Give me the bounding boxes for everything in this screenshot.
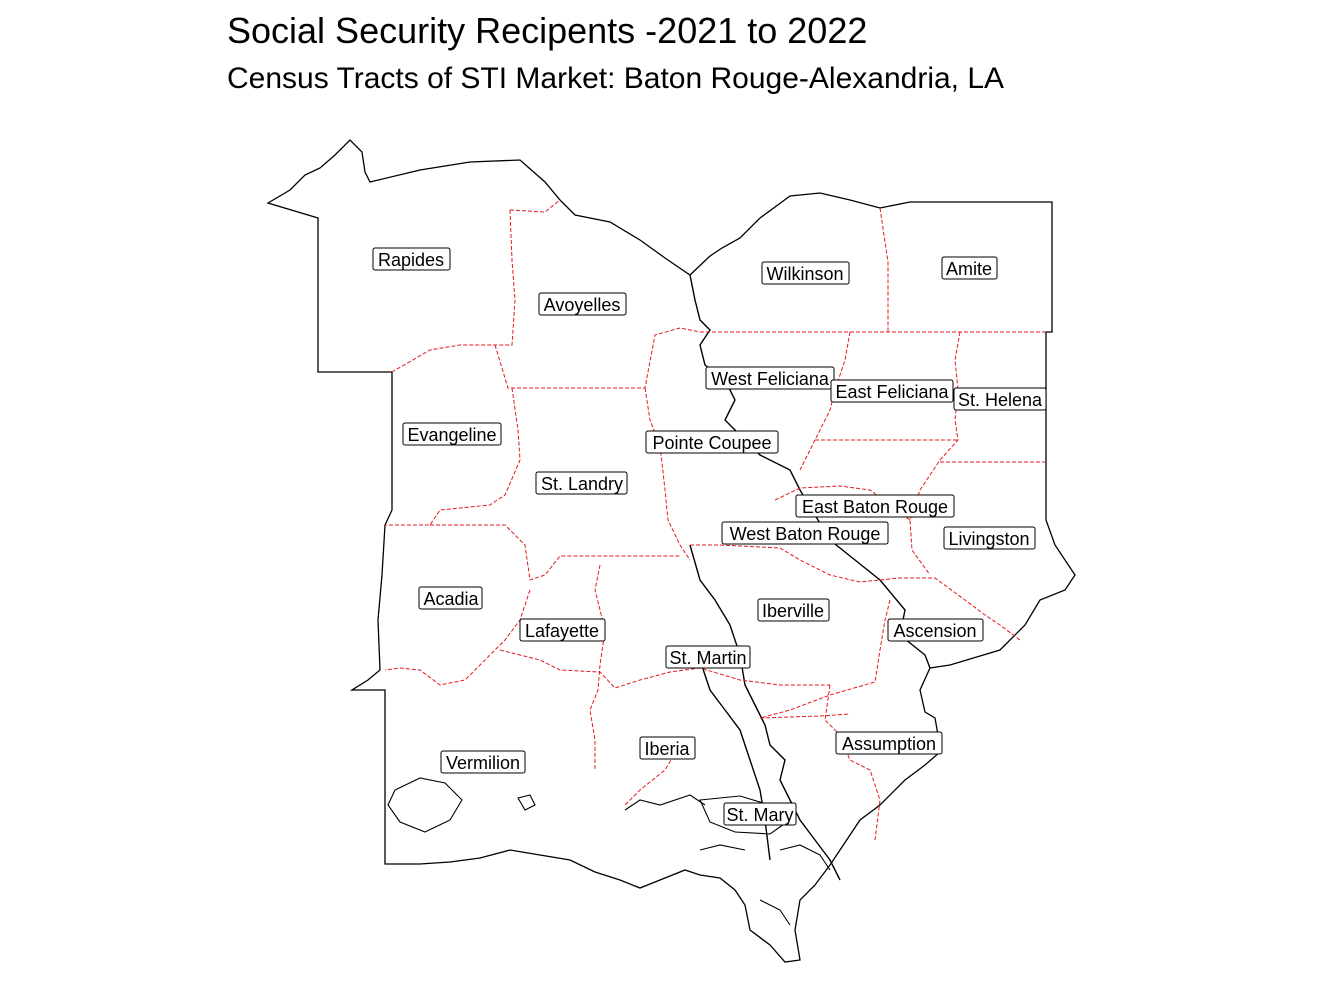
svg-text:St. Landry: St. Landry <box>540 474 624 494</box>
parish-label-pointe-coupee <box>646 431 778 453</box>
parish-label-west-baton-rouge <box>722 522 888 544</box>
parish-label-wilkinson <box>762 262 849 284</box>
svg-text:Pointe Coupee: Pointe Coupee <box>652 433 772 453</box>
parish-label-vermilion <box>441 751 525 773</box>
svg-text:Avoyelles: Avoyelles <box>543 295 621 315</box>
parish-label-avoyelles <box>539 293 626 315</box>
parish-label-acadia <box>419 587 482 609</box>
parish-label-assumption <box>836 732 942 754</box>
parish-label-st-martin <box>666 646 750 668</box>
parish-label-east-baton-rouge <box>796 495 954 517</box>
svg-text:Amite: Amite <box>945 259 993 279</box>
svg-text:Iberville: Iberville <box>761 601 825 621</box>
parish-label-ascension <box>888 619 983 641</box>
svg-text:Ascension: Ascension <box>893 621 977 641</box>
parish-label-iberia <box>640 737 695 759</box>
svg-text:East Feliciana: East Feliciana <box>835 382 949 402</box>
svg-text:Vermilion: Vermilion <box>445 753 521 773</box>
svg-text:Rapides: Rapides <box>377 250 445 270</box>
map-subtitle: Census Tracts of STI Market: Baton Rouge-Alexandria, LA <box>227 62 1005 95</box>
svg-text:West Feliciana: West Feliciana <box>711 369 829 389</box>
parish-label-st-helena <box>954 388 1046 410</box>
svg-text:East Baton Rouge: East Baton Rouge <box>801 497 949 517</box>
parish-label-east-feliciana <box>831 380 953 402</box>
svg-text:St. Martin: St. Martin <box>669 648 747 668</box>
parish-label-rapides <box>373 248 450 270</box>
svg-text:Wilkinson: Wilkinson <box>766 264 844 284</box>
parish-label-iberville <box>758 599 829 621</box>
parish-label-evangeline <box>403 423 501 445</box>
parish-label-amite <box>942 257 997 279</box>
svg-text:Acadia: Acadia <box>423 589 479 609</box>
svg-text:West Baton Rouge: West Baton Rouge <box>729 524 881 544</box>
svg-text:Lafayette: Lafayette <box>524 621 600 641</box>
svg-text:Assumption: Assumption <box>841 734 937 754</box>
map-title: Social Security Recipents -2021 to 2022 <box>227 10 868 51</box>
parish-label-lafayette <box>520 619 605 641</box>
svg-text:Iberia: Iberia <box>644 739 690 759</box>
parish-label-west-feliciana <box>706 367 834 389</box>
svg-text:St. Helena: St. Helena <box>957 390 1043 410</box>
svg-text:Evangeline: Evangeline <box>407 425 497 445</box>
parish-label-st-mary <box>724 803 796 825</box>
svg-text:St. Mary: St. Mary <box>726 805 794 825</box>
svg-text:Livingston: Livingston <box>948 529 1030 549</box>
parish-label-st-landry <box>536 472 627 494</box>
parish-label-livingston <box>944 527 1035 549</box>
